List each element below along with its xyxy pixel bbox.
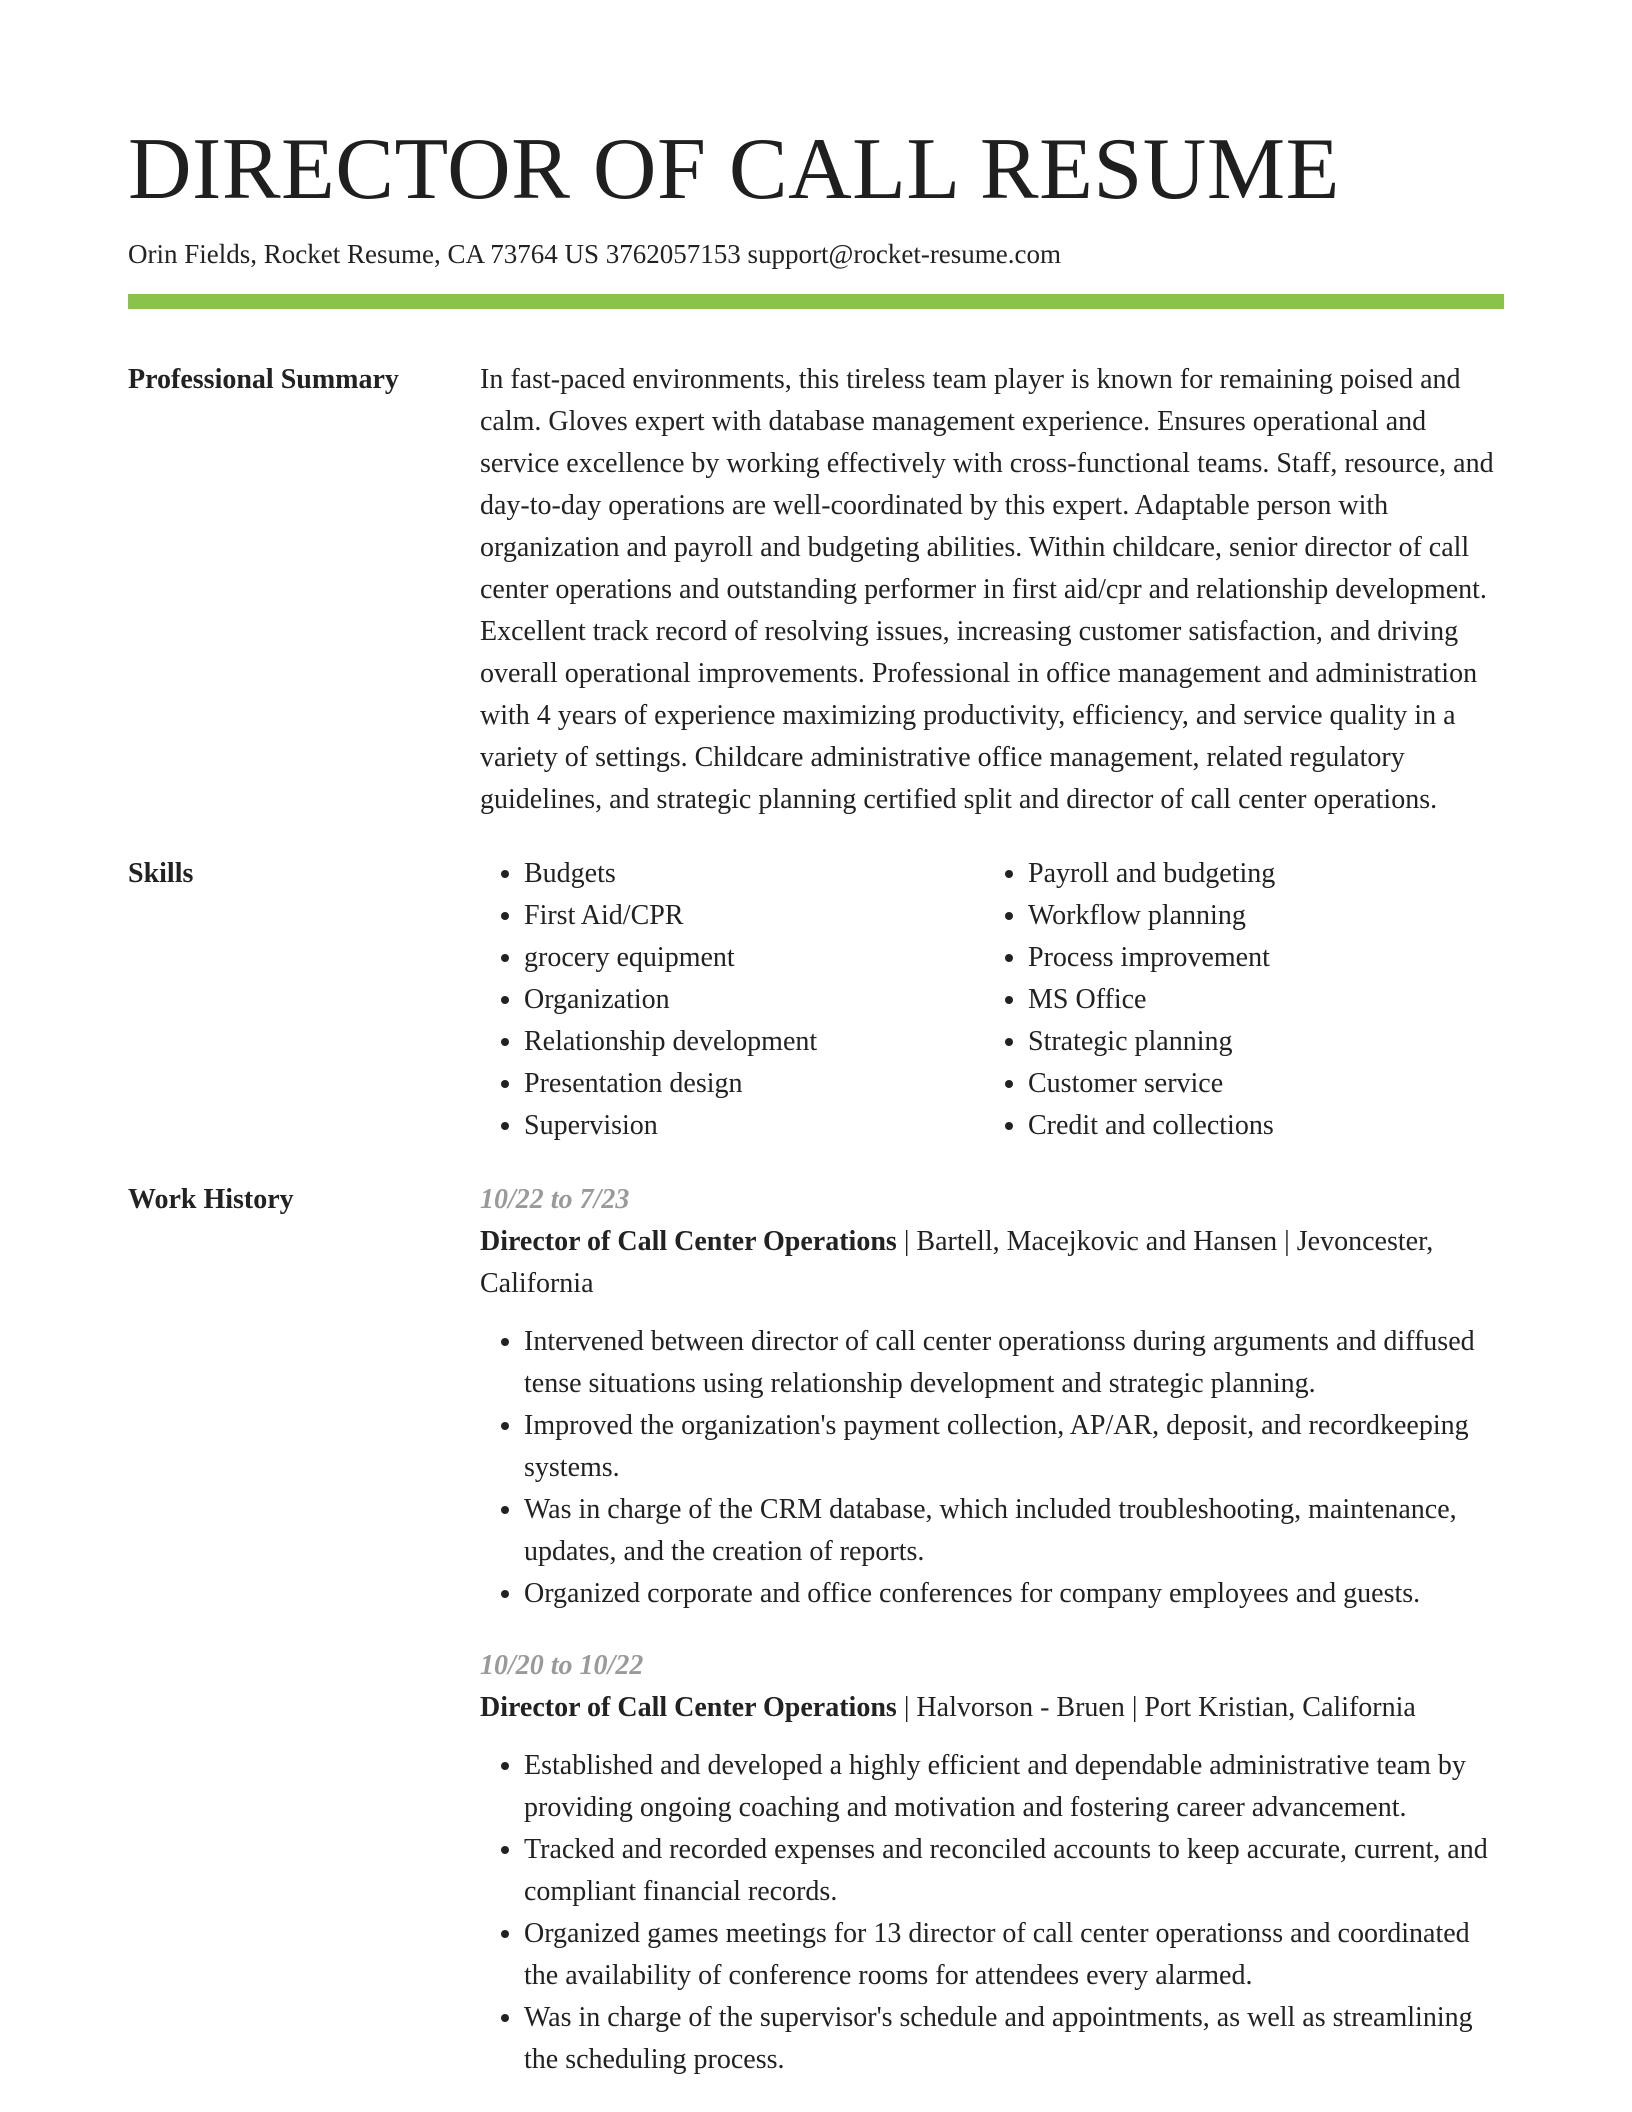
skills-grid xyxy=(480,853,1504,1147)
skill-item: • Process improvement xyxy=(1028,937,1488,979)
job-bullet: • Intervened between director of call center operationss during arguments and diffused tense situations using relationship development and strategic planning. xyxy=(524,1321,1504,1405)
job-bullets xyxy=(480,1321,1504,1615)
job-details: | Halvorson - Bruen | Port Kristian, California xyxy=(896,1692,1416,1723)
job-dates: 10/22 to 7/23 xyxy=(480,1184,630,1215)
section-label-work: Work History xyxy=(128,1184,294,1215)
skill-item: • Presentation design xyxy=(524,1063,984,1105)
skills-column-2 xyxy=(984,853,1488,1147)
summary-body xyxy=(480,359,1504,821)
job-entry xyxy=(480,1645,1504,2081)
job-bullet: • Was in charge of the supervisor's schedule and appointments, as well as streamlining the scheduling process. xyxy=(524,1997,1504,2081)
job-bullets xyxy=(480,1745,1504,2081)
job-bullet: • Organized games meetings for 13 director of call center operationss and coordinated the availability of conference rooms for attendees every alarmed. xyxy=(524,1913,1504,1997)
accent-divider xyxy=(128,294,1504,309)
resume-title: DIRECTOR OF CALL RESUME xyxy=(128,121,1340,218)
skill-item: • Relationship development xyxy=(524,1021,984,1063)
work-history-section xyxy=(128,1179,1504,2081)
skill-item: • MS Office xyxy=(1028,979,1488,1021)
skill-item: • grocery equipment xyxy=(524,937,984,979)
skill-item: • Customer service xyxy=(1028,1063,1488,1105)
work-body xyxy=(480,1179,1504,2081)
skill-item: • Budgets xyxy=(524,853,984,895)
skills-body xyxy=(480,853,1504,1147)
job-bullet: • Tracked and recorded expenses and reconciled accounts to keep accurate, current, and compliant financial records. xyxy=(524,1829,1504,1913)
skills-column-1 xyxy=(480,853,984,1147)
job-bullet: • Organized corporate and office conferences for company employees and guests. xyxy=(524,1573,1504,1615)
skill-item: • Payroll and budgeting xyxy=(1028,853,1488,895)
summary-text: In fast-paced environments, this tireless team player is known for remaining poised and calm. Gloves expert with database management experience. Ensures operational and service excellence by working effectively with cross-functional teams. Staff, resource, and day-to-day operations are well-coordinated by this expert. Adaptable person with organization and payroll and budgeting abilities. Within childcare, senior director of call center operations and outstanding performer in first aid/cpr and relationship development. Excellent track record of resolving issues, increasing customer satisfaction, and driving overall operational improvements. Professional in office management and administration with 4 years of experience maximizing productivity, efficiency, and service quality in a variety of settings. Childcare administrative office management, related regulatory guidelines, and strategic planning certified split and director of call center operations. xyxy=(480,364,1494,815)
job-title: Director of Call Center Operations xyxy=(480,1226,897,1257)
skills-section xyxy=(128,853,1504,1147)
skill-item: • Workflow planning xyxy=(1028,895,1488,937)
professional-summary-section xyxy=(128,359,1504,821)
job-title: Director of Call Center Operations xyxy=(480,1692,897,1723)
job-dates: 10/20 to 10/22 xyxy=(480,1650,644,1681)
section-label-skills: Skills xyxy=(128,858,194,889)
skill-item: • Organization xyxy=(524,979,984,1021)
skill-item: • Strategic planning xyxy=(1028,1021,1488,1063)
job-entry xyxy=(480,1179,1504,1615)
job-details: | Bartell, Macejkovic and Hansen | Jevoncester, California xyxy=(480,1226,1434,1299)
job-bullet: • Was in charge of the CRM database, which included troubleshooting, maintenance, updates, and the creation of reports. xyxy=(524,1489,1504,1573)
job-bullet: • Improved the organization's payment collection, AP/AR, deposit, and recordkeeping systems. xyxy=(524,1405,1504,1489)
contact-line: Orin Fields, Rocket Resume, CA 73764 US 3762057153 support@rocket-resume.com xyxy=(128,239,1062,269)
skill-item: • First Aid/CPR xyxy=(524,895,984,937)
job-title-line xyxy=(480,1221,1504,1305)
skill-item: • Credit and collections xyxy=(1028,1105,1488,1147)
resume-page xyxy=(128,118,1504,2081)
job-title-line xyxy=(480,1687,1504,1729)
section-label-summary: Professional Summary xyxy=(128,364,399,395)
job-bullet: • Established and developed a highly efficient and dependable administrative team by providing ongoing coaching and motivation and fostering career advancement. xyxy=(524,1745,1504,1829)
skill-item: • Supervision xyxy=(524,1105,984,1147)
